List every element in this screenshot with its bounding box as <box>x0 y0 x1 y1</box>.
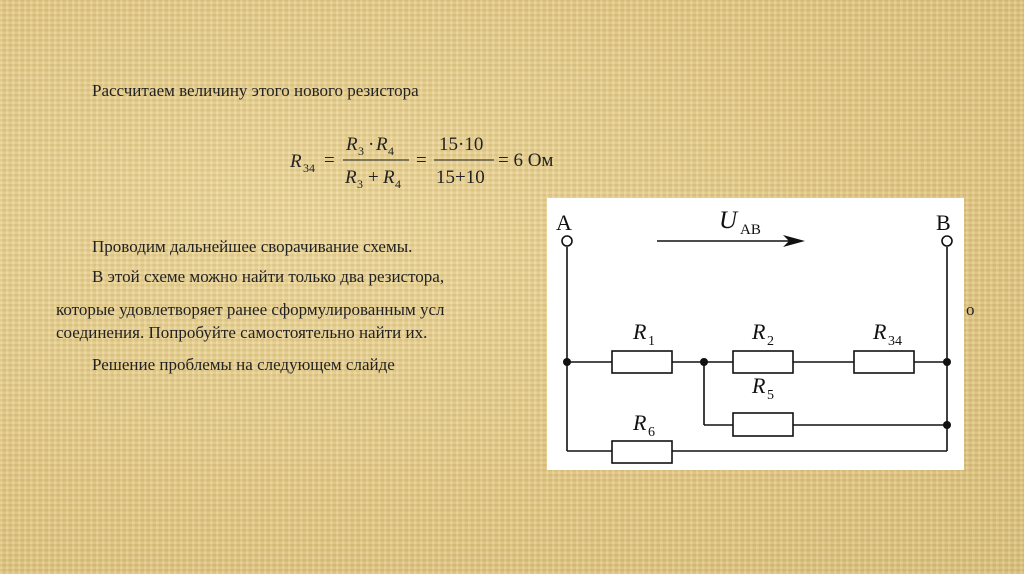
paragraph-2-line-3: соединения. Попробуйте самостоятельно найти их. <box>56 323 428 342</box>
r34-sub: 34 <box>888 334 902 349</box>
resistor-r34 <box>854 351 914 373</box>
slide-heading: Рассчитаем величину этого нового резистора <box>92 81 419 100</box>
r1-sub: 1 <box>648 334 655 349</box>
formula-frac2-num: 15·10 <box>439 134 484 155</box>
formula-frac1-num-sub2: 4 <box>388 144 394 158</box>
resistor-r1 <box>612 351 672 373</box>
r5-sub: 5 <box>767 388 774 403</box>
formula-lhs-sub: 34 <box>303 161 315 175</box>
resistor-r6 <box>612 441 672 463</box>
resistance-formula <box>288 128 588 192</box>
formula-frac1-den-r: R <box>345 167 357 188</box>
junction-left-top <box>563 358 571 366</box>
formula-eq1: = <box>324 150 335 171</box>
r1-symbol: R <box>633 319 647 344</box>
formula-frac1-num-sub1: 3 <box>358 144 364 158</box>
formula-frac1-den-r2: R <box>383 167 395 188</box>
resistor-r2 <box>733 351 793 373</box>
resistor-r5 <box>733 413 793 436</box>
junction-mid <box>700 358 708 366</box>
paragraph-1: Проводим дальнейшее сворачивание схемы. <box>92 237 413 256</box>
junction-right-top <box>943 358 951 366</box>
node-b-label: B <box>936 210 951 235</box>
formula-frac2-den: 15+10 <box>436 167 485 188</box>
terminal-a <box>562 236 572 246</box>
junction-right-mid <box>943 421 951 429</box>
r6-symbol: R <box>633 410 647 435</box>
voltage-sub: AB <box>740 222 761 238</box>
node-a-label: A <box>556 210 572 235</box>
r34-symbol: R <box>873 319 887 344</box>
formula-frac1-den-sub2: 4 <box>395 177 401 191</box>
formula-result: = 6 Ом <box>498 150 554 171</box>
formula-frac1-num-r2: R <box>376 134 388 155</box>
formula-frac1-den-plus: + <box>368 167 379 188</box>
paragraph-2-line-2: которые удовлетворяет ранее сформулированным усл <box>56 300 445 319</box>
formula-frac1-den-sub1: 3 <box>357 177 363 191</box>
paragraph-2-line-1: В этой схеме можно найти только два резистора, <box>92 267 445 286</box>
paragraph-3: Решение проблемы на следующем слайде <box>92 355 395 374</box>
terminal-b <box>942 236 952 246</box>
r6-sub: 6 <box>648 425 655 440</box>
formula-frac1-num-r: R <box>346 134 358 155</box>
voltage-symbol: U <box>719 207 738 234</box>
r2-symbol: R <box>752 319 766 344</box>
formula-eq2: = <box>416 150 427 171</box>
formula-lhs-symbol: R <box>290 151 302 172</box>
circuit-diagram <box>547 198 964 470</box>
r2-sub: 2 <box>767 334 774 349</box>
paragraph-2-line-2-tail: о <box>966 300 975 319</box>
formula-frac1-num-dot: · <box>368 134 375 155</box>
r5-symbol: R <box>752 373 766 398</box>
